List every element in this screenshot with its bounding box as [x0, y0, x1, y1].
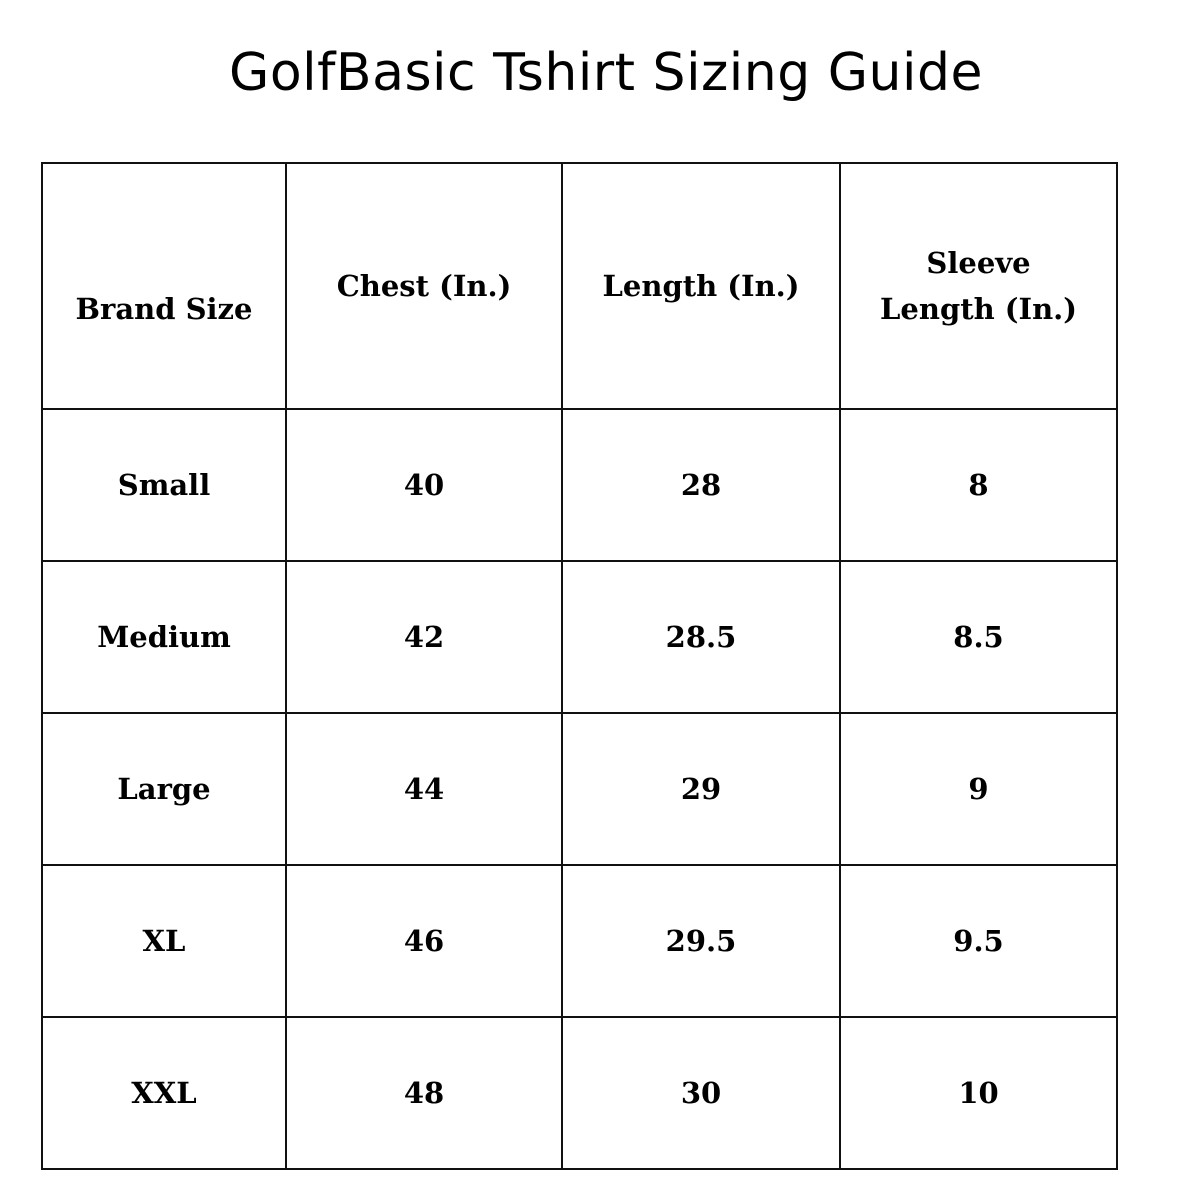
table-row	[42, 713, 1117, 865]
cell-sleeve-length: 8.5	[840, 561, 1117, 713]
cell-length: 29.5	[562, 865, 840, 1017]
cell-sleeve-length: 10	[840, 1017, 1117, 1169]
cell-brand-size: Large	[42, 713, 286, 865]
cell-chest: 46	[286, 865, 562, 1017]
table-row	[42, 1017, 1117, 1169]
cell-brand-size: Small	[42, 409, 286, 561]
cell-length: 28	[562, 409, 840, 561]
table-row	[42, 865, 1117, 1017]
table-header-row	[42, 163, 1117, 409]
cell-sleeve-length: 8	[840, 409, 1117, 561]
header-length: Length (In.)	[562, 163, 840, 409]
cell-brand-size: XL	[42, 865, 286, 1017]
page-title: GolfBasic Tshirt Sizing Guide	[229, 43, 983, 103]
cell-chest: 44	[286, 713, 562, 865]
cell-chest: 48	[286, 1017, 562, 1169]
cell-chest: 42	[286, 561, 562, 713]
sizing-table	[41, 162, 1118, 1170]
cell-brand-size: Medium	[42, 561, 286, 713]
cell-length: 30	[562, 1017, 840, 1169]
header-brand-size: Brand Size	[42, 163, 286, 409]
cell-length: 28.5	[562, 561, 840, 713]
cell-length: 29	[562, 713, 840, 865]
cell-brand-size: XXL	[42, 1017, 286, 1169]
table-row	[42, 409, 1117, 561]
header-sleeve-length-label: Sleeve Length (In.)	[880, 246, 1077, 326]
table-row	[42, 561, 1117, 713]
cell-sleeve-length: 9.5	[840, 865, 1117, 1017]
cell-sleeve-length: 9	[840, 713, 1117, 865]
cell-chest: 40	[286, 409, 562, 561]
header-sleeve-length	[840, 163, 1117, 409]
header-chest: Chest (In.)	[286, 163, 562, 409]
